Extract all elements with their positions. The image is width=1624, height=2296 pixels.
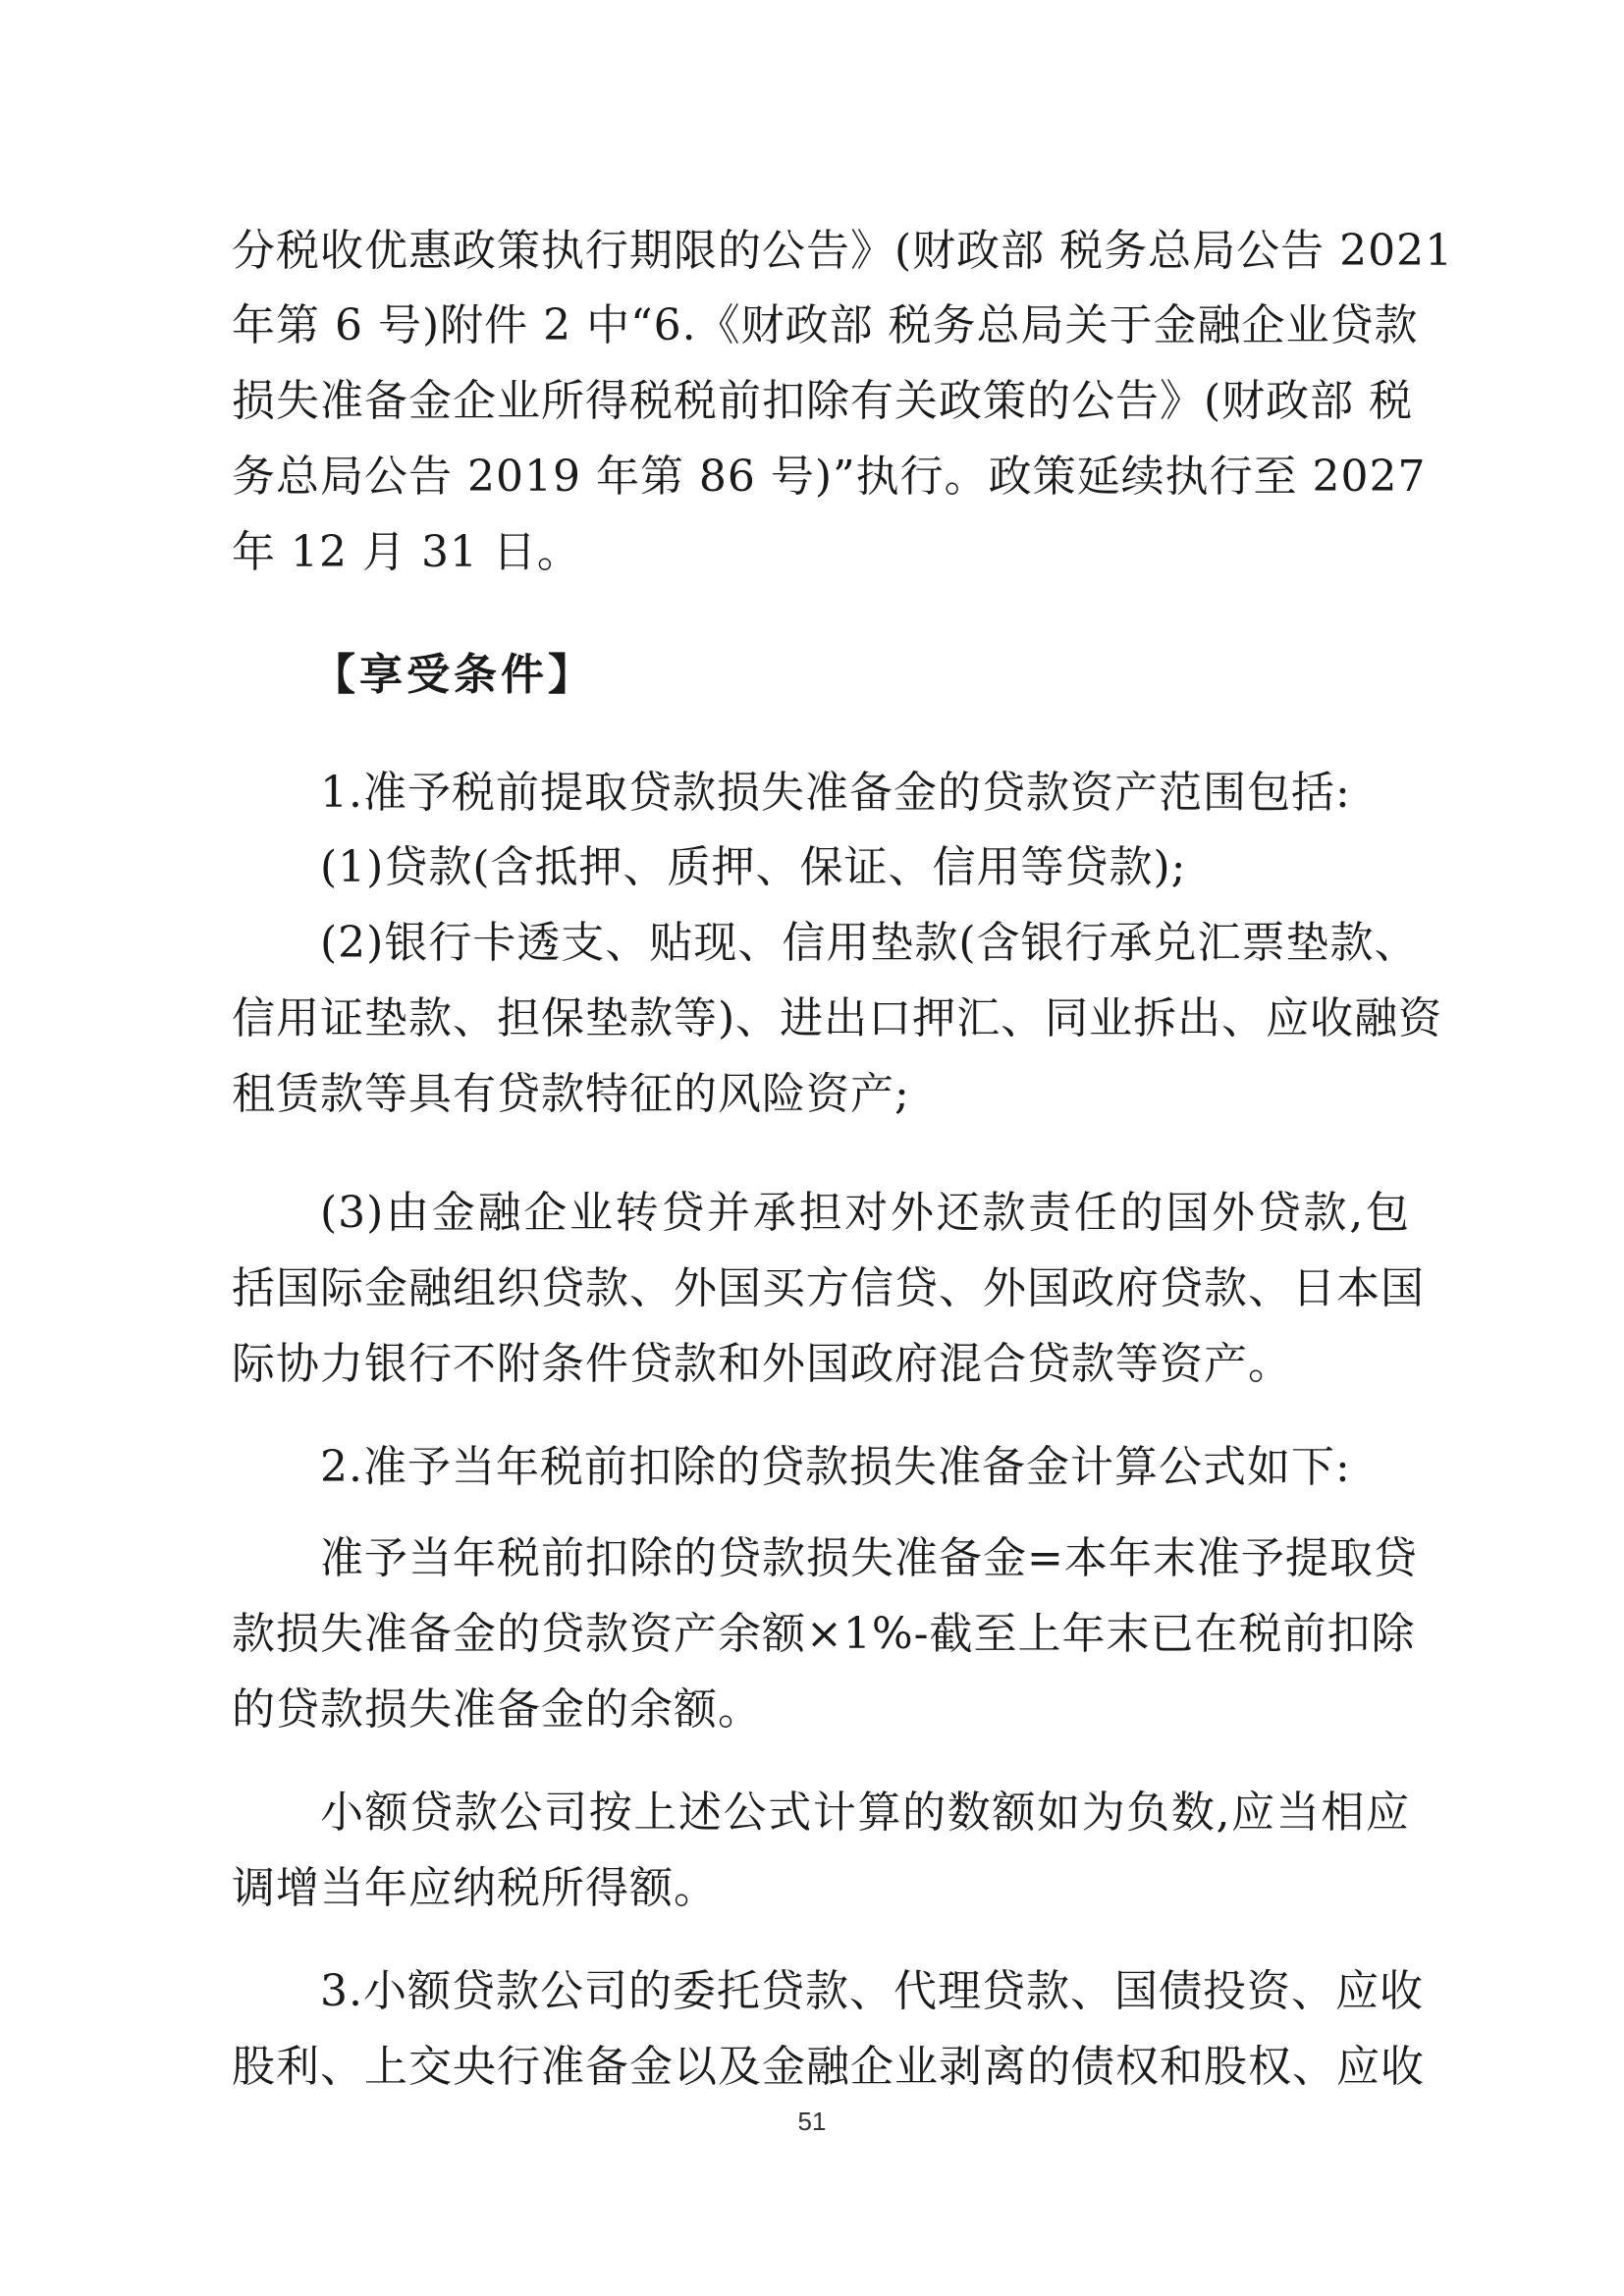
text-line: 务总局公告 2019 年第 86 号)”执行。政策延续执行至 2027 <box>232 452 1427 502</box>
formula-line: 款损失准备金的贷款资产余额×1%-截至上年末已在税前扣除 <box>232 1609 1416 1659</box>
text-line: 股利、上交央行准备金以及金融企业剥离的债权和股权、应收 <box>232 2042 1425 2092</box>
section-heading: 【享受条件】 <box>312 650 595 700</box>
list-item: (2)银行卡透支、贴现、信用垫款(含银行承兑汇票垫款、 <box>320 918 1419 968</box>
text-line: 分税收优惠政策执行期限的公告》(财政部 税务总局公告 2021 <box>232 226 1454 276</box>
text-line: 信用证垫款、担保垫款等)、进出口押汇、同业拆出、应收融资 <box>232 993 1443 1043</box>
list-item: 3.小额贷款公司的委托贷款、代理贷款、国债投资、应收 <box>320 1966 1424 2016</box>
text-line: 调增当年应纳税所得额。 <box>232 1863 718 1913</box>
list-item: (3)由金融企业转贷并承担对外还款责任的国外贷款,包 <box>320 1188 1410 1238</box>
text-line: 的贷款损失准备金的余额。 <box>232 1684 762 1735</box>
text-line: 小额贷款公司按上述公式计算的数额如为负数,应当相应 <box>320 1788 1410 1838</box>
page-number: 51 <box>797 2107 827 2136</box>
list-item: 2.准予当年税前扣除的贷款损失准备金计算公式如下: <box>320 1442 1351 1492</box>
text-line: 年 12 月 31 日。 <box>232 527 581 577</box>
text-line: 际协力银行不附条件贷款和外国政府混合贷款等资产。 <box>232 1339 1292 1389</box>
text-line: 租赁款等具有贷款特征的风险资产; <box>232 1069 910 1119</box>
text-line: 年第 6 号)附件 2 中“6.《财政部 税务总局关于金融企业贷款 <box>232 300 1419 350</box>
list-item: 1.准予税前提取贷款损失准备金的贷款资产范围包括: <box>320 768 1351 818</box>
text-line: 准予当年税前扣除的贷款损失准备金=本年末准予提取贷 <box>320 1533 1418 1583</box>
text-line: 损失准备金企业所得税税前扣除有关政策的公告》(财政部 税 <box>232 376 1414 426</box>
list-item: (1)贷款(含抵押、质押、保证、信用等贷款); <box>320 842 1187 892</box>
text-line: 括国际金融组织贷款、外国买方信贷、外国政府贷款、日本国 <box>232 1263 1425 1313</box>
